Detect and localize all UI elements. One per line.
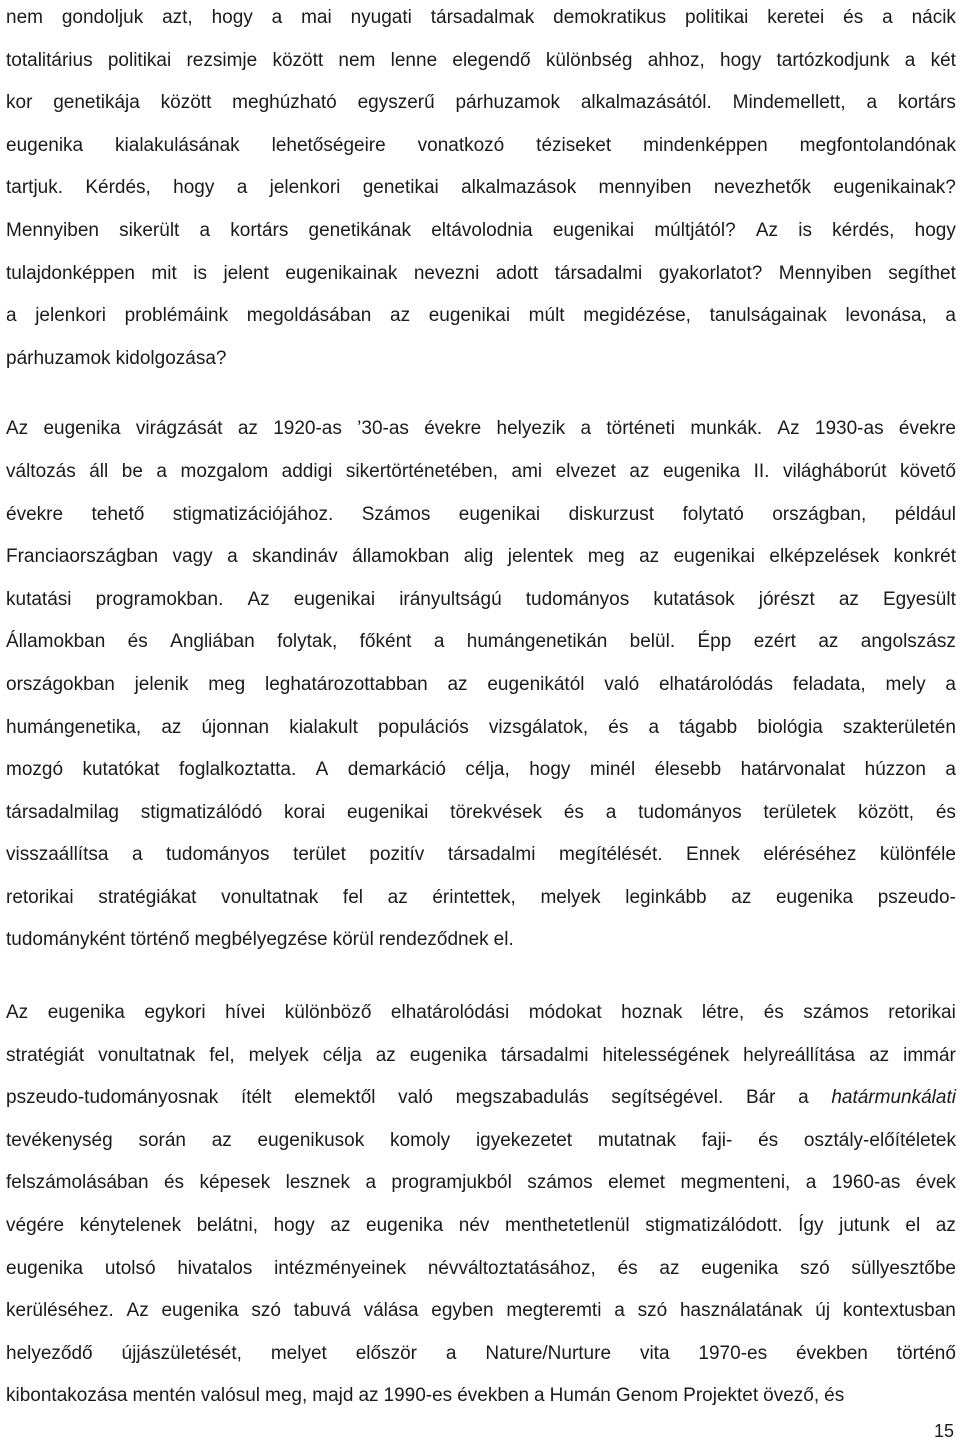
text-line: pszeudo-tudományosnak ítélt elemektől való megszabadulás segítségével. Bár a határmunkálati	[6, 1087, 956, 1109]
text-line: Mennyiben sikerült a kortárs genetikának eltávolodnia eugenikai múltjától? Az is kérdés, hogy	[6, 219, 956, 241]
text-line: tulajdonképpen mit is jelent eugenikainak nevezni adott társadalmi gyakorlatot? Mennyiben segíthet	[6, 262, 956, 284]
text-line: társadalmilag stigmatizálódó korai eugenikai törekvések és a tudományos területek között, és	[6, 801, 956, 823]
text-line: kutatási programokban. Az eugenikai irányultságú tudományos kutatások jórészt az Egyesült	[6, 588, 956, 610]
text-line: Az eugenika egykori hívei különböző elhatárolódási módokat hoznak létre, és számos retorikai	[6, 1002, 956, 1024]
text-line: a jelenkori problémáink megoldásában az eugenikai múlt megidézése, tanulságainak levonása, a	[6, 305, 956, 327]
text-line: évekre tehető stigmatizációjához. Számos eugenikai diskurzust folytató országban, például	[6, 503, 956, 525]
text-line: eugenika kialakulásának lehetőségeire vonatkozó téziseket mindenképpen megfontolandónak	[6, 134, 956, 156]
text-line: Franciaországban vagy a skandináv államokban alig jelentek meg az eugenikai elképzelések konkrét	[6, 546, 956, 568]
text-line: tevékenység során az eugenikusok komoly igyekezetet mutatnak faji- és osztály-előítéletek	[6, 1129, 956, 1151]
text-line: változás áll be a mozgalom addigi sikertörténetében, ami elvezet az eugenika II. világháborút követő	[6, 460, 956, 482]
text-line: kor genetikája között meghúzható egyszerű párhuzamok alkalmazásától. Mindemellett, a kortárs	[6, 92, 956, 114]
text-line: visszaállítsa a tudományos terület pozitív társadalmi megítélését. Ennek eléréséhez különféle	[6, 844, 956, 866]
text-line: helyeződő újjászületését, melyet először a Nature/Nurture vita 1970-es években történő	[6, 1342, 956, 1364]
text-line: párhuzamok kidolgozása?	[6, 347, 227, 369]
document-page	[6, 0, 956, 1418]
body-text	[6, 0, 956, 1418]
page-number: 15	[933, 1421, 954, 1441]
text-line: Államokban és Angliában folytak, főként a humángenetikán belül. Épp ezért az angolszász	[6, 631, 956, 653]
text-line: humángenetika, az újonnan kialakult populációs vizsgálatok, és a tágabb biológia szakterületén	[6, 716, 956, 738]
text-line: nem gondoljuk azt, hogy a mai nyugati társadalmak demokratikus politikai keretei és a nácik	[6, 7, 956, 28]
text-line: országokban jelenik meg leghatározottabban az eugenikától való elhatárolódás feladata, mely a	[6, 673, 956, 695]
text-line: mozgó kutatókat foglalkoztatta. A demarkáció célja, hogy minél élesebb határvonalat húzzon a	[6, 759, 956, 781]
paragraph	[6, 0, 956, 380]
text-line: tudományként történő megbélyegzése körül rendeződnek el.	[6, 929, 514, 951]
text-line: eugenika utolsó hivatalos intézményeinek névváltoztatásához, és az eugenika szó süllyesztőbe	[6, 1257, 956, 1279]
text-line: retorikai stratégiákat vonultatnak fel az érintettek, melyek leginkább az eugenika pszeudo-	[6, 886, 956, 908]
text-line: kerüléséhez. Az eugenika szó tabuvá válása egyben megteremti a szó használatának új kontextusban	[6, 1300, 956, 1322]
text-line: tartjuk. Kérdés, hogy a jelenkori genetikai alkalmazások mennyiben nevezhetők eugenikainak?	[6, 177, 956, 199]
text-line: Az eugenika virágzását az 1920-as ’30-as évekre helyezik a történeti munkák. Az 1930-as évekre	[6, 418, 956, 440]
text-line: kibontakozása mentén valósul meg, majd az 1990-es években a Humán Genom Projektet övező, és	[6, 1385, 845, 1407]
text-line: stratégiát vonultatnak fel, melyek célja az eugenika társadalmi hitelességének helyreállítása az immár	[6, 1044, 956, 1066]
paragraph	[6, 408, 956, 962]
paragraph	[6, 992, 956, 1418]
text-line: felszámolásában és képesek lesznek a programjukból számos elemet megmenteni, a 1960-as évek	[6, 1172, 956, 1194]
text-line: totalitárius politikai rezsimje között nem lenne elegendő különbség ahhoz, hogy tartózkodjunk a két	[6, 49, 956, 71]
text-line: végére kénytelenek belátni, hogy az eugenika név menthetetlenül stigmatizálódott. Így jutunk el az	[6, 1215, 956, 1237]
